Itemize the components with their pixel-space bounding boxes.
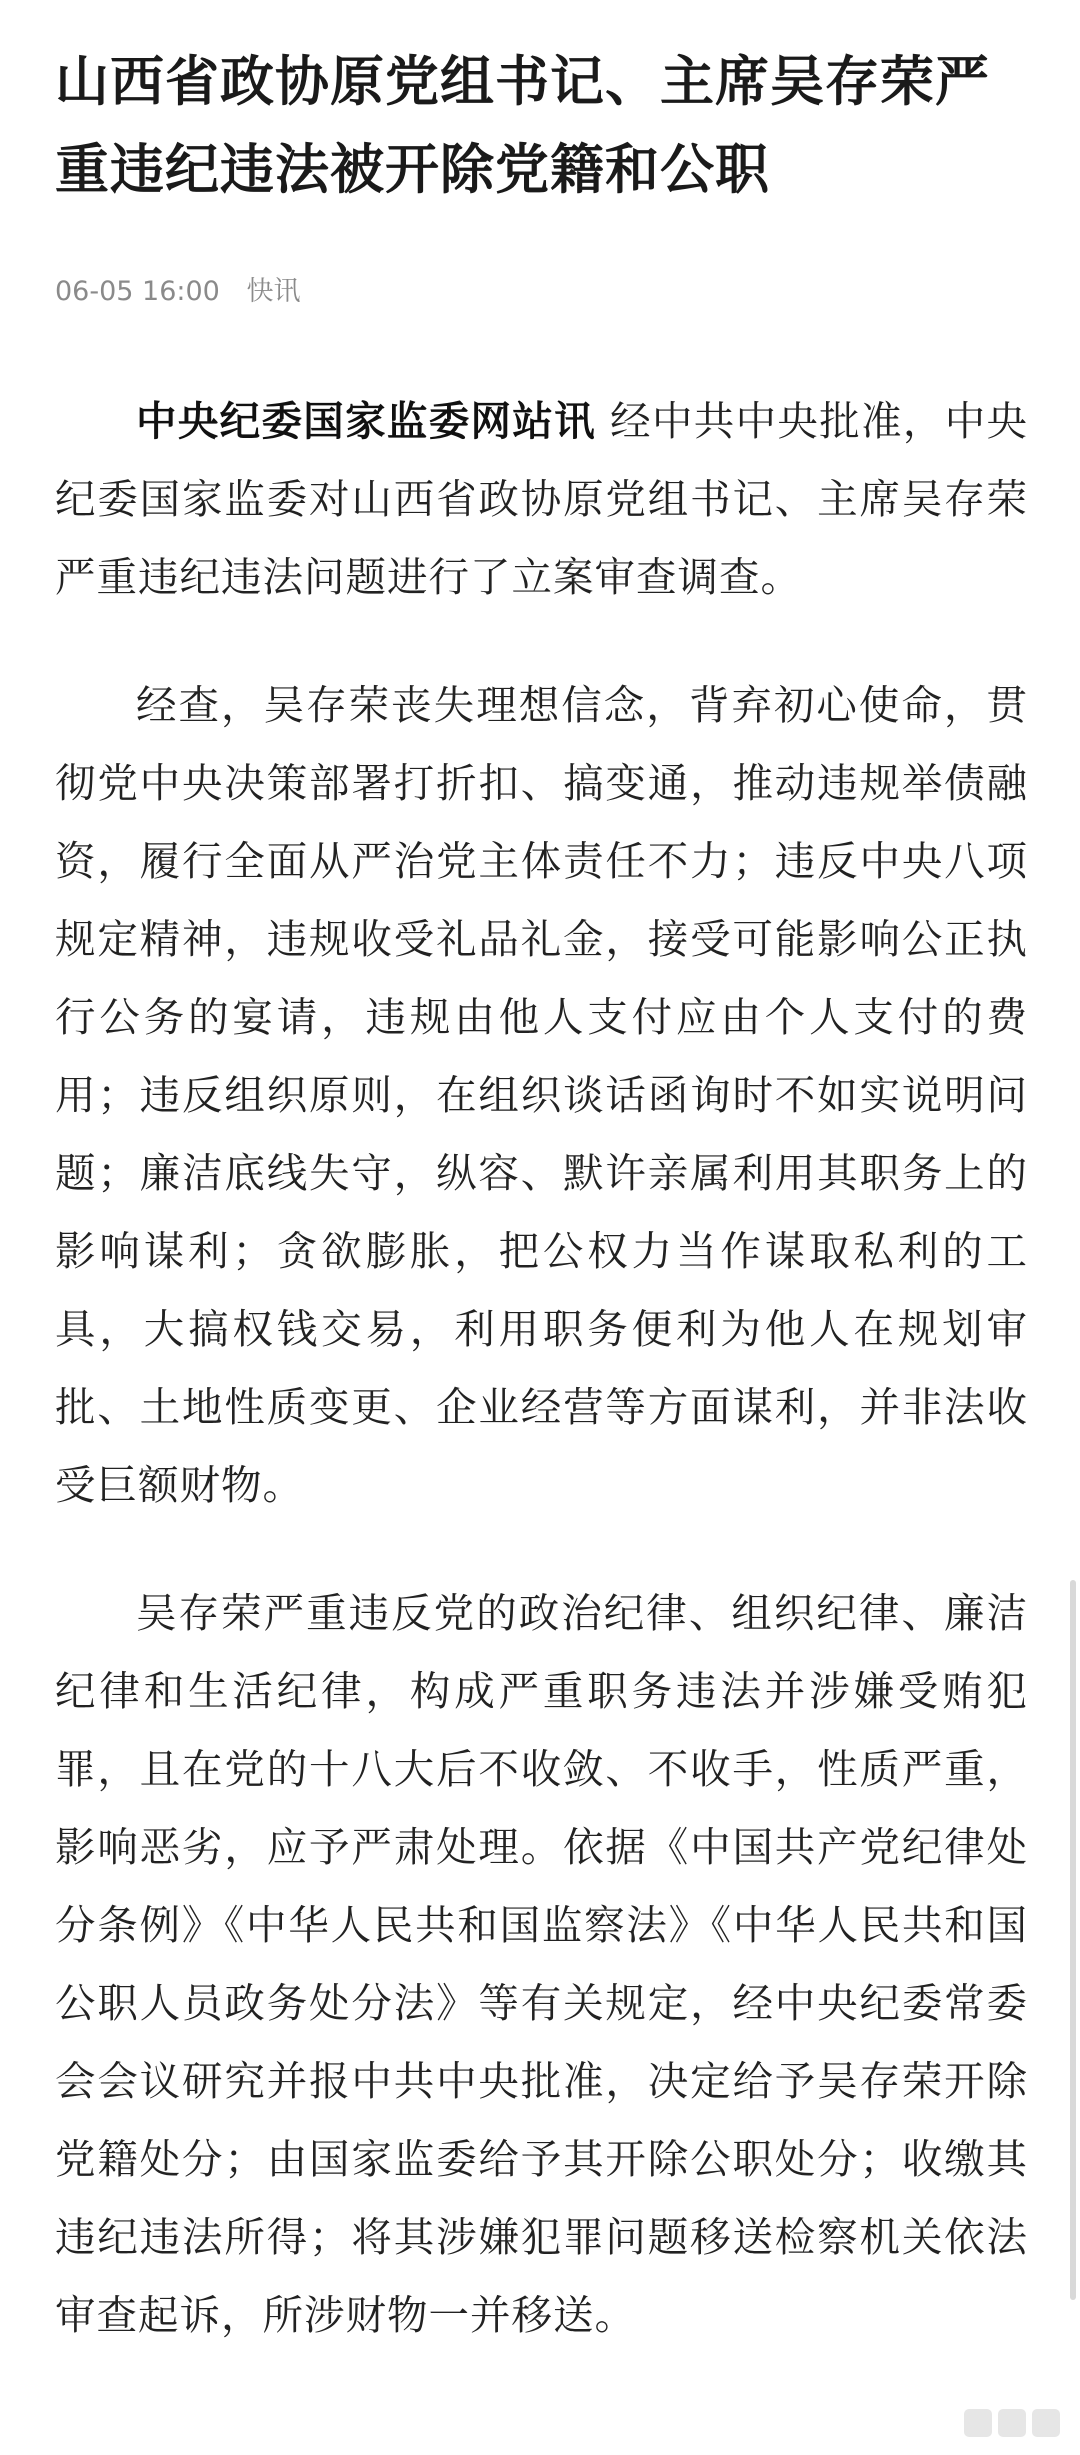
watermark-logo bbox=[964, 2403, 1060, 2443]
article-body bbox=[55, 382, 1028, 2354]
paragraph-lead-text: 经中共中央批准，中央纪委国家监委对山西省政协原党组书记、主席吴存荣严重违纪违法问题进行了立案审查调查。 bbox=[55, 397, 1029, 601]
article-meta bbox=[55, 272, 1028, 312]
publish-datetime: 06-05 16:00 bbox=[55, 276, 220, 307]
dateline: 中央纪委国家监委网站讯 bbox=[136, 397, 596, 445]
wm-block bbox=[1032, 2409, 1060, 2437]
scrollbar[interactable] bbox=[1070, 1580, 1076, 2300]
article-title: 山西省政协原党组书记、主席吴存荣严重违纪违法被开除党籍和公职 bbox=[55, 50, 990, 201]
paragraph-lead bbox=[55, 382, 1028, 616]
paragraph-findings: 经查，吴存荣丧失理想信念，背弃初心使命，贯彻党中央决策部署打折扣、搞变通，推动违规举债融资，履行全面从严治党主体责任不力；违反中央八项规定精神，违规收受礼品礼金，接受可能影响公正执行公务的宴请，违规由他人支付应由个人支付的费用；违反组织原则，在组织谈话函询时不如实说明问题；廉洁底线失守，纵容、默许亲属利用其职务上的影响谋利；贪欲膨胀，把公权力当作谋取私利的工具，大搞权钱交易，利用职务便利为他人在规划审批、土地性质变更、企业经营等方面谋利，并非法收受巨额财物。 bbox=[55, 681, 1028, 1509]
wm-block bbox=[998, 2409, 1026, 2437]
wm-block bbox=[964, 2409, 992, 2437]
source-tag: 快讯 bbox=[246, 276, 301, 307]
paragraph-decision: 吴存荣严重违反党的政治纪律、组织纪律、廉洁纪律和生活纪律，构成严重职务违法并涉嫌受贿犯罪，且在党的十八大后不收敛、不收手，性质严重，影响恶劣，应予严肃处理。依据《中国共产党纪律处分条例》《中华人民共和国监察法》《中华人民共和国公职人员政务处分法》等有关规定，经中央纪委常委会会议研究并报中共中央批准，决定给予吴存荣开除党籍处分；由国家监委给予其开除公职处分；收缴其违纪违法所得；将其涉嫌犯罪问题移送检察机关依法审查起诉，所涉财物一并移送。 bbox=[55, 1589, 1028, 2339]
